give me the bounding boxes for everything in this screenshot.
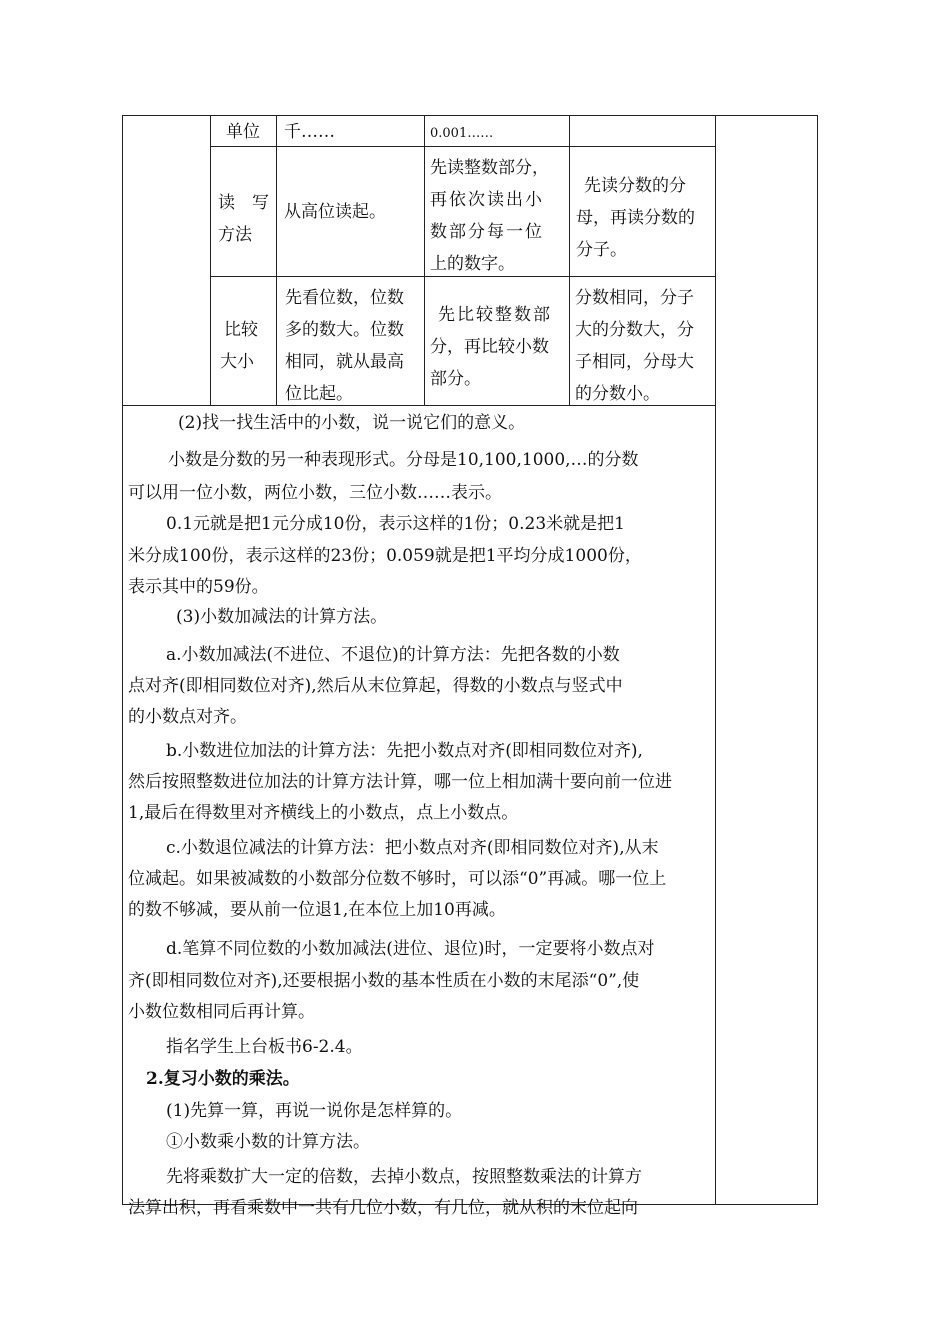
row-unit-integer: 千…… xyxy=(284,122,335,142)
text-line: 点对齐(即相同数位对齐),然后从末位算起，得数的小数点与竖式中 xyxy=(128,676,623,696)
row-compare-label: 比较 大小 xyxy=(220,320,258,372)
text-line: 0.1元就是把1元分成10份，表示这样的1份；0.23米就是把1 xyxy=(166,514,625,534)
row-unit-label: 单位 xyxy=(226,122,260,142)
table-grid-line xyxy=(276,115,277,405)
text-line: b.小数进位加法的计算方法：先把小数点对齐(即相同数位对齐), xyxy=(166,741,643,761)
row-read-integer: 从高位读起。 xyxy=(284,202,386,222)
text-line: 米分成100份，表示这样的23份；0.059就是把1平均分成1000份， xyxy=(128,546,642,566)
text-line: 可以用一位小数，两位小数，三位小数……表示。 xyxy=(128,483,502,503)
text-line: 1,最后在得数里对齐横线上的小数点，点上小数点。 xyxy=(128,803,519,823)
text-line: 法算出积，再看乘数中一共有几位小数，有几位，就从积的末位起向 xyxy=(128,1198,638,1218)
text-line: 小数是分数的另一种表现形式。分母是10,100,1000,…的分数 xyxy=(168,450,639,470)
row-read-label: 读 写 方法 xyxy=(218,193,269,245)
row-read-fraction: 先读分数的分 母，再读分数的 分子。 xyxy=(576,176,695,260)
text-line: 的数不够减，要从前一位退1,在本位上加10再减。 xyxy=(128,900,506,920)
table-grid-line xyxy=(569,115,570,405)
row-read-decimal: 先读整数部分， 再依次读出小 数部分每一位 上的数字。 xyxy=(430,158,549,274)
text-line: (3)小数加减法的计算方法。 xyxy=(176,607,388,627)
text-line: 小数位数相同后再计算。 xyxy=(128,1002,315,1022)
text-line: 指名学生上台板书6-2.4。 xyxy=(166,1037,363,1057)
table-grid-line xyxy=(210,115,211,405)
row-compare-decimal: 先比较整数部 分，再比较小数 部分。 xyxy=(430,305,552,389)
text-line: 齐(即相同数位对齐),还要根据小数的基本性质在小数的末尾添“0”,使 xyxy=(128,971,640,991)
text-line: 的小数点对齐。 xyxy=(128,707,247,727)
text-line: 位减起。如果被减数的小数部分位数不够时，可以添“0”再减。哪一位上 xyxy=(128,869,667,889)
text-line: ①小数乘小数的计算方法。 xyxy=(166,1132,370,1152)
text-line: d.笔算不同位数的小数加减法(进位、退位)时，一定要将小数点对 xyxy=(166,939,655,959)
row-compare-integer: 先看位数，位数 多的数大。位数 相同，就从最高 位比起。 xyxy=(285,288,404,404)
row-compare-fraction: 分数相同，分子 大的分数大，分 子相同，分母大 的分数小。 xyxy=(575,288,694,404)
text-line: (2)找一找生活中的小数，说一说它们的意义。 xyxy=(178,413,526,433)
row-unit-decimal: 0.001…… xyxy=(430,126,494,141)
text-line: a.小数加减法(不进位、不退位)的计算方法：先把各数的小数 xyxy=(166,645,620,665)
section-heading: 2.复习小数的乘法。 xyxy=(146,1069,300,1089)
text-line: 先将乘数扩大一定的倍数，去掉小数点，按照整数乘法的计算方 xyxy=(166,1167,642,1187)
text-line: 表示其中的59份。 xyxy=(128,577,269,597)
text-line: c.小数退位减法的计算方法：把小数点对齐(即相同数位对齐),从末 xyxy=(166,838,659,858)
text-line: 然后按照整数进位加法的计算方法计算，哪一位上相加满十要向前一位进 xyxy=(128,772,672,792)
text-line: (1)先算一算，再说一说你是怎样算的。 xyxy=(166,1101,463,1121)
table-grid-line xyxy=(424,115,425,405)
